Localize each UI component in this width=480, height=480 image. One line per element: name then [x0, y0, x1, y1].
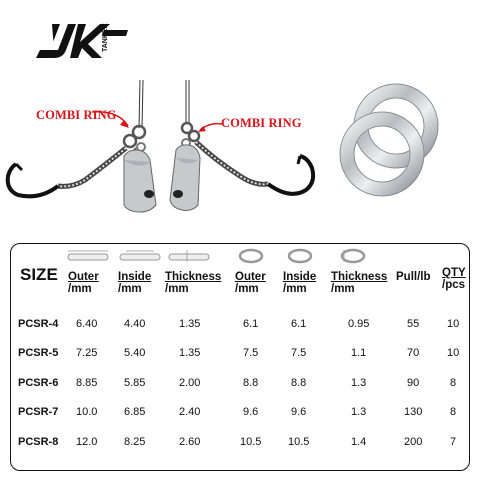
col-ring-inside-mm: Inside /mm — [283, 271, 317, 295]
brand-logo — [30, 20, 130, 62]
col-ring-outer-mm: Outer /mm — [235, 271, 266, 295]
ring-thickness-icon — [340, 246, 366, 264]
combi-ring-label-right: COMBI RING — [221, 116, 302, 130]
value-cell: 130 — [404, 406, 423, 418]
value-cell: 6.1 — [243, 318, 259, 330]
split-rings-photo — [324, 80, 444, 200]
value-cell: 8.8 — [243, 377, 259, 389]
value-cell: 7.25 — [76, 347, 98, 359]
table-row — [0, 347, 480, 363]
value-cell: 10.5 — [288, 436, 310, 448]
value-cell: 0.95 — [348, 318, 370, 330]
value-cell: 2.00 — [179, 377, 201, 389]
value-cell: 2.40 — [179, 406, 201, 418]
col-outer-mm: Outer /mm — [68, 271, 99, 295]
value-cell: 6.40 — [76, 318, 98, 330]
col-inside-mm: Inside /mm — [118, 271, 152, 295]
col-qty-pcs: QTY /pcs — [442, 267, 466, 291]
flat-ring-inside-icon — [118, 248, 162, 264]
model-cell: PCSR-7 — [18, 406, 59, 418]
col-thickness-mm: Thickness /mm — [165, 271, 222, 295]
col-pull-lb: Pull/lb — [396, 271, 431, 283]
value-cell: 9.6 — [291, 406, 307, 418]
table-row — [0, 406, 480, 422]
value-cell: 7.5 — [291, 347, 307, 359]
value-cell: 7.5 — [243, 347, 259, 359]
model-cell: PCSR-5 — [18, 347, 59, 359]
ring-inside-icon — [287, 246, 313, 264]
value-cell: 6.1 — [291, 318, 307, 330]
value-cell: 1.35 — [179, 347, 201, 359]
value-cell: 2.60 — [179, 436, 201, 448]
value-cell: 5.85 — [124, 377, 146, 389]
value-cell: 1.3 — [351, 406, 367, 418]
rig-illustration — [0, 78, 320, 238]
value-cell: 8.8 — [291, 377, 307, 389]
value-cell: 8.85 — [76, 377, 98, 389]
value-cell: 1.35 — [179, 318, 201, 330]
value-cell: 5.40 — [124, 347, 146, 359]
value-cell: 200 — [404, 436, 423, 448]
value-cell: 10.5 — [240, 436, 262, 448]
flat-ring-outer-icon — [66, 248, 110, 264]
value-cell: 8.25 — [124, 436, 146, 448]
value-cell: 4.40 — [124, 318, 146, 330]
value-cell: 1.3 — [351, 377, 367, 389]
value-cell: 6.85 — [124, 406, 146, 418]
value-cell: 1.1 — [351, 347, 367, 359]
value-cell: 12.0 — [76, 436, 98, 448]
model-cell: PCSR-4 — [18, 318, 59, 330]
ring-outer-icon — [238, 246, 264, 264]
table-row — [0, 318, 480, 334]
value-cell: 7 — [450, 436, 457, 448]
value-cell: 10 — [447, 318, 460, 330]
value-cell: 1.4 — [351, 436, 367, 448]
value-cell: 8 — [450, 377, 457, 389]
table-row — [0, 377, 480, 393]
value-cell: 90 — [407, 377, 420, 389]
size-header: SIZE — [20, 265, 58, 284]
value-cell: 55 — [407, 318, 420, 330]
value-cell: 8 — [450, 406, 457, 418]
model-cell: PCSR-8 — [18, 436, 59, 448]
logo-sub: TANKER — [102, 23, 109, 52]
value-cell: 9.6 — [243, 406, 259, 418]
value-cell: 10 — [447, 347, 460, 359]
combi-ring-label-left: COMBI RING — [36, 108, 117, 122]
value-cell: 10.0 — [76, 406, 98, 418]
value-cell: 70 — [407, 347, 420, 359]
flat-ring-thickness-icon — [167, 248, 211, 264]
col-ring-thickness-mm: Thickness /mm — [331, 271, 388, 295]
model-cell: PCSR-6 — [18, 377, 59, 389]
table-row — [0, 436, 480, 452]
